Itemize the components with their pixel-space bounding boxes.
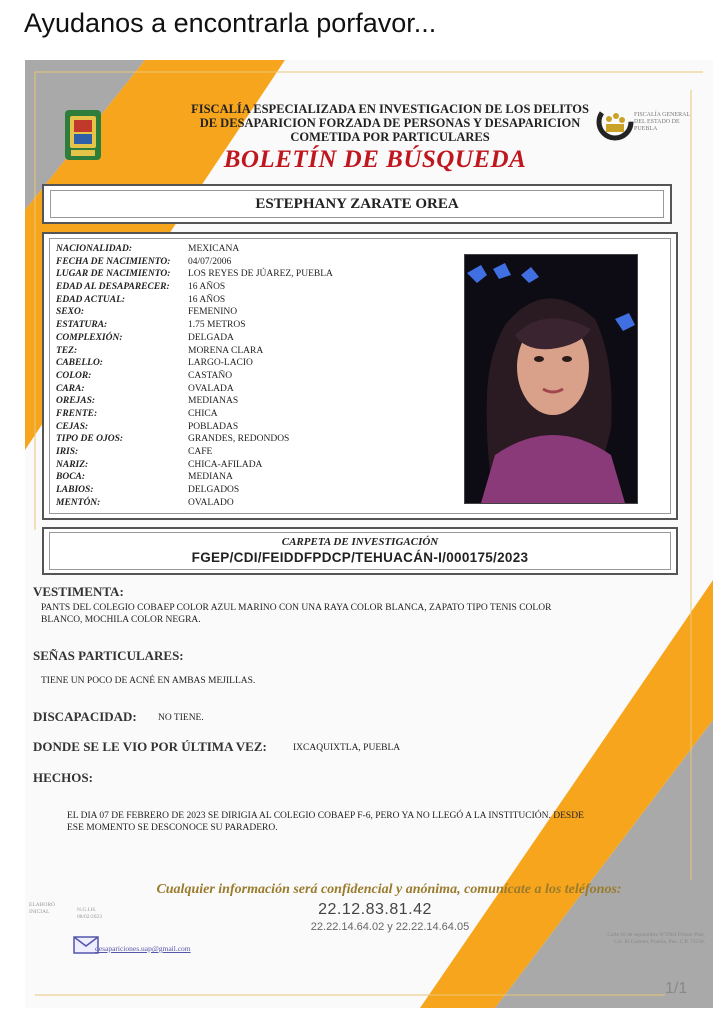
clothing-title: VESTIMENTA: bbox=[33, 584, 124, 599]
case-file-box bbox=[42, 527, 678, 575]
clothing-text-line2: BLANCO, MOCHILA COLOR NEGRA. bbox=[41, 615, 201, 625]
person-photo[interactable] bbox=[464, 254, 638, 504]
page-number: 1/1 bbox=[665, 980, 688, 997]
personal-data-label: CABELLO: bbox=[56, 358, 103, 369]
personal-data-label: FRENTE: bbox=[56, 408, 98, 419]
personal-data-label: LUGAR DE NACIMIENTO: bbox=[56, 269, 171, 280]
personal-data-value: GRANDES, REDONDOS bbox=[188, 434, 290, 445]
reference-code-line1: N.G.I.H. bbox=[77, 907, 97, 913]
personal-data-value: CHICA bbox=[188, 408, 218, 419]
personal-data-value: 16 AÑOS bbox=[188, 294, 226, 305]
personal-data-label: BOCA: bbox=[56, 472, 86, 483]
personal-data-value: DELGADA bbox=[188, 332, 234, 343]
disability-text: NO TIENE. bbox=[158, 713, 204, 723]
personal-data-label: COLOR: bbox=[56, 370, 92, 381]
personal-data-label: CARA: bbox=[56, 383, 85, 394]
personal-data-label: OREJAS: bbox=[56, 396, 96, 407]
agency-header bbox=[185, 102, 595, 144]
reference-code bbox=[77, 907, 102, 920]
agency-header-line3: COMETIDA POR PARTICULARES bbox=[290, 130, 490, 144]
personal-data-value: 1.75 METROS bbox=[188, 320, 246, 331]
clothing-text-line1: PANTS DEL COLEGIO COBAEP COLOR AZUL MARINO CON UNA RAYA COLOR BLANCA, ZAPATO TIPO TENIS COLOR bbox=[41, 603, 552, 613]
case-file-number: FGEP/CDI/FEIDDFPDCP/TEHUACÁN-I/000175/2023 bbox=[191, 550, 529, 565]
facts-text bbox=[67, 810, 707, 834]
personal-data-label: NARIZ: bbox=[56, 459, 89, 470]
personal-data-label: TEZ: bbox=[56, 345, 78, 356]
last-seen-text: IXCAQUIXTLA, PUEBLA bbox=[293, 743, 401, 753]
personal-data-value: LOS REYES DE JÚAREZ, PUEBLA bbox=[188, 269, 333, 280]
address-line1: Calle 16 de septiembre N°2904 Primer Piso, bbox=[607, 932, 705, 938]
reference-code-line2: 08/02/2023 bbox=[77, 913, 103, 920]
personal-data-value: OVALADO bbox=[188, 497, 234, 508]
phone-number-primary[interactable]: 22.12.83.81.42 bbox=[318, 901, 432, 918]
personal-data-label: EDAD AL DESAPARECER: bbox=[56, 282, 170, 293]
phone-numbers-secondary[interactable]: 22.22.14.64.02 y 22.22.14.64.05 bbox=[310, 921, 470, 933]
last-seen-title: DONDE SE LE VIO POR ÚLTIMA VEZ: bbox=[33, 739, 267, 754]
personal-data-label: IRIS: bbox=[56, 447, 79, 457]
fiscalia-text-line1: FISCALÍA GENERAL bbox=[634, 112, 691, 118]
elaboro-note bbox=[29, 902, 55, 915]
name-box bbox=[42, 184, 672, 224]
agency-header-line1: FISCALÍA ESPECIALIZADA EN INVESTIGACION DE LOS DELITOS bbox=[191, 102, 589, 116]
clothing-text bbox=[41, 602, 701, 626]
facts-title: HECHOS: bbox=[33, 770, 93, 785]
email-link[interactable]: desapariciones.uap@gmail.com bbox=[95, 944, 191, 953]
personal-data-value: FEMENINO bbox=[188, 307, 238, 318]
contact-message: Cualquier información será confidencial y anónima, comunícate a los teléfonos: bbox=[156, 882, 622, 897]
personal-data-value: 04/07/2006 bbox=[188, 256, 232, 267]
personal-data-label: EDAD ACTUAL: bbox=[56, 294, 126, 305]
personal-data-value: LARGO-LACIO bbox=[188, 358, 253, 369]
personal-data-value: CHICA-AFILADA bbox=[188, 459, 263, 470]
facts-text-line1: EL DIA 07 DE FEBRERO DE 2023 SE DIRIGIA AL COLEGIO COBAEP F-6, PERO YA NO LLEGÓ A LA INSTITUCIÓN. DESDE bbox=[67, 811, 584, 821]
personal-data-label: SEXO: bbox=[56, 307, 84, 318]
personal-data-value: DELGADOS bbox=[188, 485, 240, 496]
personal-data-value: CASTAÑO bbox=[188, 370, 233, 381]
personal-data-value: MORENA CLARA bbox=[188, 345, 264, 356]
personal-data-value: CAFE bbox=[188, 447, 213, 457]
post-caption: Ayudanos a encontrarla porfavor... bbox=[24, 8, 437, 38]
elaboro-line1: ELABORÓ bbox=[29, 902, 55, 908]
distinguishing-marks-text: TIENE UN POCO DE ACNÉ EN AMBAS MEJILLAS. bbox=[41, 676, 256, 686]
personal-data-label: FECHA DE NACIMIENTO: bbox=[56, 256, 171, 267]
personal-data-value: MEDIANA bbox=[188, 472, 233, 483]
case-file-label: CARPETA DE INVESTIGACIÓN bbox=[281, 536, 439, 548]
personal-data-label: NACIONALIDAD: bbox=[56, 244, 133, 254]
personal-data-value: OVALADA bbox=[188, 383, 234, 394]
person-name: ESTEPHANY ZARATE OREA bbox=[255, 196, 459, 212]
disability-title: DISCAPACIDAD: bbox=[33, 709, 137, 724]
personal-data-label: MENTÓN: bbox=[56, 497, 101, 508]
missing-person-bulletin[interactable] bbox=[25, 60, 713, 1008]
personal-data-box bbox=[42, 232, 678, 520]
personal-data-label: COMPLEXIÓN: bbox=[56, 332, 123, 343]
personal-data-value: POBLADAS bbox=[188, 421, 239, 432]
office-address bbox=[515, 932, 705, 946]
personal-data-label: LABIOS: bbox=[56, 485, 94, 496]
facts-text-line2: ESE MOMENTO SE DESCONOCE SU PARADERO. bbox=[67, 823, 278, 833]
personal-data-label: CEJAS: bbox=[56, 421, 89, 432]
personal-data-value: MEXICANA bbox=[188, 244, 240, 254]
distinguishing-marks-title: SEÑAS PARTICULARES: bbox=[33, 648, 184, 663]
fiscalia-logo-text bbox=[634, 112, 704, 133]
puebla-state-seal-icon bbox=[63, 108, 103, 162]
fiscalia-text-line3: PUEBLA bbox=[634, 126, 658, 132]
bulletin-title: BOLETÍN DE BÚSQUEDA bbox=[223, 146, 527, 173]
elaboro-line2: INICIAL bbox=[29, 908, 50, 915]
address-line2: Col. El Carmen, Puebla, Pue. C.P. 72530. bbox=[613, 939, 705, 945]
personal-data-value: MEDIANAS bbox=[188, 396, 239, 407]
personal-data-value: 16 AÑOS bbox=[188, 282, 226, 293]
personal-data-label: TIPO DE OJOS: bbox=[56, 434, 124, 445]
personal-data-label: ESTATURA: bbox=[56, 320, 108, 331]
agency-header-line2: DE DESAPARICION FORZADA DE PERSONAS Y DESAPARICION bbox=[199, 116, 581, 130]
fiscalia-text-line2: DEL ESTADO DE bbox=[634, 119, 680, 125]
